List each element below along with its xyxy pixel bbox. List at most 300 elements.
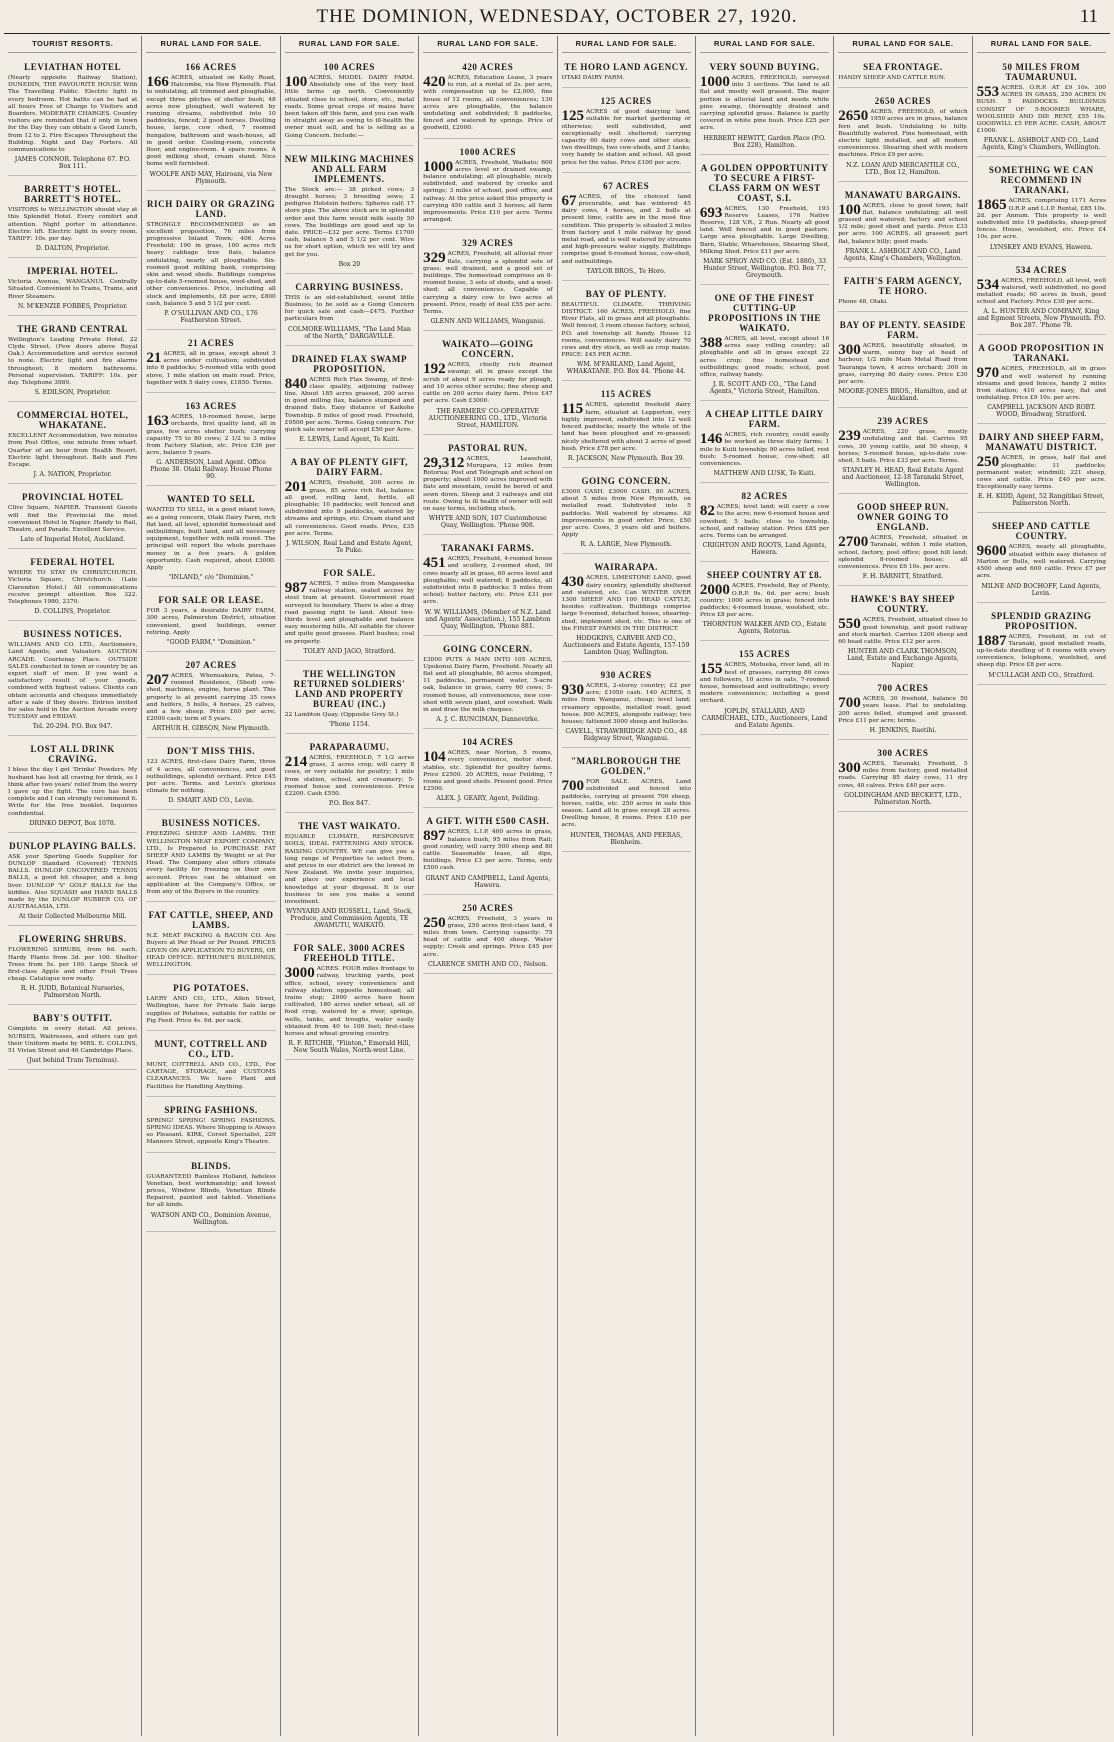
classified-ad	[146, 978, 275, 1031]
ad-heading: THE WELLINGTON RETURNED SOLDIERS' LAND AND PROPERTY BUREAU (INC.)	[293, 668, 406, 709]
ad-heading: SPRING FASHIONS.	[164, 1104, 258, 1115]
ad-heading: PROVINCIAL HOTEL	[22, 492, 124, 503]
classified-ad	[285, 452, 414, 560]
ad-heading: 250 ACRES	[462, 902, 514, 913]
ad-text: ACRES, Education Lease, 3 years to run, at a rental of 2s. per acre, with compensation up to £2,000, fine house of 12 rooms, all conveniences; 130 acres are ploughable, the balance undulating and subdivided; 8 paddocks, fenced and watered by springs. Price of goodwill, £2000.	[423, 75, 553, 132]
ad-text: I bless the day I got 'Drinko' Powders. My husband has lost all craving for drink, so I think after two years' relief from the worry I gave up the fight. The cure has been complete and I can strongly recommend it. Write for the free booklet. Inquiries confidential.	[8, 767, 138, 817]
ad-text: ACRES, splendid freehold dairy farm, situated at Lepperton, very highly improved, subdivided into 12 well fenced paddocks; nearly the whole of the land has been ploughed and re-grassed; nicely sheltered with about 2 acres of good bush. Price £78 per acre.	[561, 402, 691, 452]
ad-body	[562, 779, 691, 829]
ad-text: ACRES, LIMESTONE LAND, good dairy country, splendidly sheltered and watered, etc. Can WINTER OVER 1300 SHEEP AND 100 HEAD CATTLE, besides cultivation. Buildings comprise large 9-roomed, detached house, shearing-shed, implement shed, etc. This is one of the FINEST FARMS IN THE DISTRICT.	[561, 575, 691, 632]
ad-advertiser: MILNE AND BOCHOFF, Land Agents, Levin.	[981, 582, 1102, 597]
ad-heading: DON'T MISS THIS.	[167, 746, 256, 757]
column-5	[558, 36, 696, 1736]
ad-body	[8, 75, 137, 154]
ad-advertiser: Box 20	[338, 260, 361, 268]
column-heading: RURAL LAND FOR SALE.	[146, 36, 275, 53]
classified-ad	[423, 811, 552, 894]
classified-ad	[423, 142, 552, 231]
ad-body	[977, 278, 1106, 307]
classified-ad	[423, 898, 552, 974]
ad-acreage-figure: 897	[423, 828, 446, 845]
ad-body	[8, 433, 137, 469]
ad-text: FOR 3 years, a desirable DAIRY FARM, 300 acres, Palmerston District, situation convenient, good buildings, owner retiring. Apply	[146, 608, 276, 636]
ad-advertiser: J. WILSON, Real Land and Estate Agent, Te Puke.	[285, 539, 413, 554]
ad-text: (Nearly opposite Railway Station), DUNEDIN, THE FAVOURITE HOUSE With The Travelling Public. Electric light in every bedroom. Hot baths can be had at all hours Free of Charge to Visitors and Boarders. MODERATE CHARGES. Country visitors are reminded that if only in town for the Day they can obtain a Good Lunch, from 12 to 2. Fire Escapes Throughout the Building. Night and Day Porters. All communications to	[8, 75, 138, 154]
ad-heading: GOING CONCERN.	[443, 643, 533, 654]
classified-ad	[700, 288, 829, 401]
ad-advertiser: HUNTER AND CLARK THOMSON, Land, Estate and Exchange Agents, Napier.	[847, 648, 959, 670]
ad-advertiser: A. J. C. RUNCIMAN, Dannevirke.	[436, 716, 540, 724]
column-1	[4, 36, 142, 1736]
ad-body	[8, 279, 137, 301]
ad-advertiser: D. DALTON, Proprietor.	[35, 245, 110, 253]
ad-advertiser: D. SMART AND CO., Levin.	[168, 797, 254, 805]
ad-advertiser: E. H. KIDD, Agent, 52 Rangitikei Street, Palmerston North.	[978, 493, 1105, 508]
ad-advertiser: LYNSKEY AND EVANS, Hawera.	[990, 243, 1093, 251]
ad-text: ACRES, rich country, could easily be worked as three dairy farms; 1 mile to Kuiti township; 90 acres felled, rest bush; 5-roomed house; cow-shed; all conveniences.	[699, 432, 830, 468]
classified-ad	[146, 1156, 275, 1232]
column-heading: RURAL LAND FOR SALE.	[562, 36, 691, 53]
ad-heading: A GIFT. WITH £500 CASH.	[426, 816, 550, 827]
ad-body	[423, 456, 552, 514]
ad-heading: 67 ACRES	[603, 180, 650, 191]
ad-heading: PIG POTATOES.	[173, 983, 249, 994]
ad-heading: GOOD SHEEP RUN. OWNER GOING TO ENGLAND.	[857, 502, 949, 533]
ad-heading: 115 ACRES	[600, 389, 652, 400]
ad-heading: PARAPARAUMU.	[309, 741, 390, 752]
ad-acreage-figure: 430	[561, 574, 584, 591]
ad-advertiser: R. H. JUDD, Botanical Nurseries, Palmerston North.	[20, 985, 125, 1000]
classified-ad	[146, 396, 275, 486]
ad-body	[838, 109, 967, 159]
ad-acreage-figure: 100	[284, 74, 308, 90]
classified-ad	[8, 624, 137, 736]
ad-text: HANDY SHEEP AND CATTLE RUN.	[838, 75, 946, 81]
ad-advertiser: TOLEY AND JAGO, Stratford.	[303, 647, 396, 655]
ad-heading: LOST ALL DRINK CRAVING.	[30, 744, 115, 765]
ad-advertiser: TAYLOR BROS., Te Horo.	[586, 267, 666, 275]
ad-text: ACRES, MODEL DAIRY FARM. Absolutely one of the very best little farms up north. Conveniently situated close to school, store, etc., metal roads. Some great crops of maize have been taken off this farm, and you can walk in straight away as owing to ill-health the owner must sell, and he is selling as a Going Concern. Include:—	[284, 75, 415, 139]
ad-text: ACRES, situated on Kelly Road, Halcombe, via New Plymouth. Flat to undulating, all trimmed and ploughable, except three pitches of shelter bush; 48 acres now ploughed, well watered by running streams, subdivided into 10 paddocks, fenced; 2 good horses. Dwelling house, large, cow shed, 7 roomed bungalow, bathroom and wash-house, all in good order. Cooling-room, concrete floor, and engine-room. 4 spare rooms. A good milking shed, cream stand. Nice home well furnished.	[146, 75, 276, 168]
ad-text: ACRES, of the choicest land procurable, and has wintered 45 dairy cows, 4 horses, and 2 bulls at present time, cattle are in the most fine condition. This property is situated 2 miles from factory and 1 mile railway by good metal road, and is well watered by streams and high-pressure water supply. Buildings comprise good 6-roomed house, cow-shed, and outbuildings.	[561, 193, 691, 265]
ad-heading: FAITH'S FARM AGENCY, TE HORO.	[843, 275, 962, 296]
ad-heading: 329 ACRES	[462, 238, 514, 249]
classified-ad	[146, 489, 275, 587]
ad-body	[8, 767, 137, 817]
classified-ad	[146, 813, 275, 902]
ad-text: ACRES, near Norton, 5 rooms, every convenience, motor shed, stables, etc. Splendid for poultry farms. Price £2500. 20 ACRES, near Feilding, 7 rooms and good sheds. Present good. Price £2500.	[423, 750, 553, 793]
ad-text: ACRES, Freehold, situated close to good township, and good railway and stock market. Carries 1200 sheep and 60 head cattle. Price £12 per acre.	[838, 617, 968, 645]
ad-heading: VERY SOUND BUYING.	[709, 62, 820, 72]
ad-heading: CARRYING BUSINESS.	[295, 281, 404, 292]
classified-ad	[562, 384, 691, 467]
ad-advertiser: STANLEY H. HEAD, Real Estate Agent and Auctioneer, 12-18 Taranaki Street, Wellington.	[842, 467, 964, 489]
ad-advertiser: JAMES CONNOR. Telephone 67. P.O. Box 111.	[14, 156, 131, 171]
ad-body	[838, 429, 967, 465]
classified-ad	[285, 349, 414, 450]
ad-body	[423, 251, 552, 316]
ad-text: 22 Lambton Quay. (Opposite Grey St.)	[284, 711, 399, 718]
ad-acreage-figure: 1865	[976, 197, 1007, 214]
classified-ad	[8, 179, 137, 258]
ad-advertiser: J. R. SCOTT AND CO., "The Land Agents," Victoria Street, Hamilton.	[709, 381, 820, 396]
ad-text: ACRES, all in grass, except about 3 acres under cultivation; subdivided into 6 paddocks; 5-roomed villa with good stove, 1 mile station on main road. Price, together with 5 dairy cows, £1850. Terms.	[146, 351, 276, 386]
classified-ad	[146, 194, 275, 330]
ad-text: FREEZING SHEEP AND LAMBS. THE WELLINGTON MEAT EXPORT COMPANY, LTD., Is Prepared to PURCHASE FAT SHEEP AND LAMBS By Weight or at Per Head. The Company also offers climate every facility for freezing on their own account. Prices can be obtained on application at the Company's Office, or from any of the Buyers in the country.	[146, 831, 276, 896]
ad-text: EQUABLE CLIMATE, RESPONSIVE SOILS, IDEAL FATTENING AND STOCK-RAISING COUNTRY. WE can give you a long range of Properties to select from, and prices in our district are the lowest in New Zealand. We invite your inquiries, and place our experience and local knowledge at your disposal. It is our business to see you make a sound investment.	[284, 834, 415, 905]
ad-body	[423, 657, 552, 715]
classified-ad	[8, 929, 137, 1005]
classified-ad	[700, 486, 829, 562]
ad-heading: 82 ACRES	[741, 491, 788, 502]
classified-ad	[285, 816, 414, 935]
classified-ad	[146, 905, 275, 975]
ad-text: £3000 CASH. £3000 CASH. 80 ACRES, about 5 miles from New Plymouth, on metalled road. Subdivided into 5 paddocks. Well watered by streams. All improvements in good order. Price, £50 per acre. Cows, 5 years old and heifers. Apply	[561, 488, 691, 539]
ad-heading: LEVIATHAN HOTEL	[24, 62, 122, 72]
ad-body	[146, 608, 275, 637]
masthead-rule	[4, 33, 1110, 34]
column-6	[696, 36, 834, 1736]
classified-ad	[838, 91, 967, 181]
ad-acreage-figure: 388	[699, 335, 723, 352]
ad-advertiser: COLMORE-WILLIAMS, "The Land Man of the North," DARGAVILLE.	[287, 325, 411, 340]
ad-advertiser: D. COLLINS, Proprietor.	[34, 608, 111, 616]
classified-ad	[838, 185, 967, 268]
ad-body	[285, 755, 414, 798]
ad-heading: A GOLDEN OPPORTUNITY TO SECURE A FIRST-CLASS FARM ON WEST COAST, S.I.	[700, 162, 829, 203]
ad-acreage-figure: 67	[561, 192, 577, 209]
classified-ad	[8, 261, 137, 316]
ad-advertiser: DRINKO DEPOT, Box 1078.	[29, 819, 116, 827]
ad-advertiser: MARK SPROY AND CO. (Est. 1880), 33 Hunter Street, Wellington. P.O. Box 77, Greymouth.	[703, 258, 827, 280]
ad-heading: PASTORAL RUN.	[448, 442, 528, 453]
ad-body	[285, 377, 414, 435]
ad-heading: 104 ACRES	[462, 737, 514, 748]
ad-acreage-figure: 104	[423, 749, 446, 766]
ad-text: ACRES. O.R.P. AT £9 10s. 300 ACRES IN GRASS, 250 ACRES IN BUSH. 5 PADDOCKS. BUILDINGS CONSIST OF 5-ROOMED WHARE, WOOLSHED AND DIP. RENT, £55 10s. GOODWILL £5 PER ACRE. CASH, ABOUT £1000.	[976, 85, 1106, 135]
ad-heading: GOING CONCERN.	[581, 475, 671, 486]
ad-acreage-figure: 2700	[838, 534, 869, 551]
ad-heading: BARRETT'S HOTEL. BARRETT'S HOTEL.	[24, 184, 122, 205]
classified-ad	[8, 319, 137, 402]
ad-body	[562, 194, 691, 266]
ad-body	[562, 575, 691, 633]
ad-advertiser: WM. M'FARLAND, Land Agent, WHAKATANE. P.O. Box 44. 'Phone 44.	[566, 361, 686, 376]
ad-advertiser: H. JENKINS, Raetihi.	[869, 726, 937, 734]
ad-acreage-figure: 146	[699, 431, 723, 448]
ad-advertiser: THORNTON WALKER AND CO., Estate Agents, Rotorua.	[702, 621, 827, 636]
ad-text: ACRES of good dairying land, suitable for market gardening or otherwise; well subdivided, and exceptionally well sheltered; carrying capacity 60 dairy cows and other stock; two dwellings, two cow-sheds, and 3 tanks, very handy to station and school. All good price for the value. Price £100 per acre.	[561, 109, 691, 166]
ad-acreage-figure: 100	[838, 201, 861, 218]
ad-text: ACRES, FREEHOLD, of which 1950 acres are in grass, balance fern and bush. Undulating to hilly. Beautifully watered. Fine homestead, with electric light installed, and all modern conveniences. Shearing shed with modern machines. Price £9 per acre.	[838, 109, 968, 159]
ad-text: ACRES, freehold, 200 acres in grass, 85 acres rich flat, balance all good, rolling land, fertile, all ploughable; 10 paddocks; well fenced and subdivided into 9 paddocks, watered by streams and springs, etc. Cream stand and all conveniences. Good roads. Price, £35 per acre. Terms.	[284, 480, 415, 537]
ad-text: ACRES, 7 miles from Mangaweka railway station, sealed access by steel tram at present. Government road surveyed to boundary. There is also a dray road passing right to land. About two-thirds level and ploughable and balance easy mustering hills. All suitable for clover and quite good grasses. Plant bushes; coal on property.	[284, 580, 415, 645]
ad-heading: FOR SALE. 3000 ACRES FREEHOLD TITLE.	[293, 943, 406, 964]
ad-heading: A BAY OF PLENTY GIFT, DAIRY FARM.	[290, 457, 409, 478]
ad-heading: 1000 ACRES	[459, 146, 516, 157]
ad-body	[8, 854, 137, 912]
ad-body	[977, 544, 1106, 580]
classified-ad	[977, 338, 1106, 424]
ad-heading: DAIRY AND SHEEP FARM, MANAWATU DISTRICT.	[978, 432, 1104, 453]
ad-body	[838, 617, 967, 646]
ad-heading: ONE OF THE FINEST CUTTING-UP PROPOSITIONS IN THE WAIKATO.	[708, 293, 821, 334]
ad-heading: COMMERCIAL HOTEL, WHAKATANE.	[16, 410, 129, 431]
ad-heading: 100 ACRES	[323, 62, 376, 72]
ad-text: ACRES, Freehold, Bay of Plenty, O.R.P. 9s. 6d. per acre; bush country; 1000 acres in grass; fenced into paddocks; 4-roomed house, woolshed, etc. Price £8 per acre.	[699, 583, 830, 619]
classified-ad	[700, 404, 829, 483]
classified-ad	[423, 639, 552, 730]
classified-ad	[838, 57, 967, 88]
ad-advertiser: A. L. HUNTER AND COMPANY, King and Egmont Streets, New Plymouth. P.O. Box 287. 'Phone 78.	[977, 308, 1106, 330]
ad-body	[146, 414, 275, 457]
ad-text: BEAUTIFUL CLIMATE. THRIVING DISTRICT. 160 ACRES, FREEHOLD, fine River Flats, all in grass and all ploughable. Well fenced, 3 room cheese factory, school, P.O. and township all handy. House 12 rooms, conveniences. Will easily dairy 70 cows and dry stock, as well as crop maize. PRICE: £45 PER ACRE.	[561, 301, 691, 359]
ad-body	[423, 362, 552, 405]
ad-acreage-figure: 163	[146, 413, 169, 430]
masthead	[0, 0, 1114, 30]
ad-text: ACRES, nearly all ploughable, situated within easy distance of Marton or Bulls, well watered. Carrying 4500 sheep and 600 cattle. Price £7 per acre.	[976, 544, 1106, 580]
ad-heading: 420 ACRES	[462, 62, 514, 72]
ad-text: ACRES, 130 Freehold, 193 Reserve Leases, 176 Native Reserve, 128 V.R., 2 Run. Nearly all good land. Well fenced and in good pasture. Large area ploughable. Large Dwelling, Barn, Stable, Wharehouse, Shearing Shed, Milking Shed. Price £11 per acre.	[699, 205, 830, 255]
ad-acreage-figure: 451	[423, 555, 446, 572]
ad-acreage-figure: 207	[146, 671, 169, 688]
ad-heading: FAT CATTLE, SHEEP, AND LAMBS.	[148, 910, 274, 931]
classified-ad	[838, 743, 967, 812]
ad-acreage-figure: 125	[561, 108, 584, 125]
ad-heading: TARANAKI FARMS.	[441, 543, 535, 554]
ad-advertiser: MATTHEW AND LUSK, Te Kuiti.	[713, 470, 816, 478]
classified-ad	[562, 751, 691, 851]
ad-heading: FEDERAL HOTEL	[30, 557, 115, 568]
classified-ad	[838, 411, 967, 494]
ad-advertiser: WOOLFE AND MAY, Hairoani, via New Plymouth.	[149, 170, 273, 185]
ad-body	[8, 505, 137, 534]
ad-acreage-figure: 534	[976, 276, 1000, 293]
ad-advertiser: N.Z. LOAN AND MERCANTILE CO., LTD., Box 12, Hamilton.	[846, 161, 960, 176]
ad-heading: RICH DAIRY OR GRAZING LAND.	[146, 198, 276, 219]
classified-ad	[423, 732, 552, 808]
ad-text: ACRES, 2-storey country; £2 per acre; £1050 cash. 140 ACRES, 5 miles from Wanganui, cheap; level land; creamery opposite, metalled road, good house. 800 ACRES, alongside railway; two houses; fattened 3000 sheep and bullocks.	[561, 682, 691, 725]
ad-acreage-figure: 930	[561, 681, 584, 698]
ad-advertiser: ARTHUR H. GIBSON, New Plymouth.	[152, 725, 271, 733]
ad-advertiser: JOPLIN, STALLARD, AND CARMICHAEL, LTD., Auctioneers, Land and Estate Agents.	[701, 707, 828, 729]
ad-body	[562, 683, 691, 726]
classified-ad	[423, 233, 552, 331]
ad-text: The Stock are:— 38 picked cows; 3 draught horses; 3 breeding sows; 2 pedigree Holstein heifers; Spheres calf; 17 store pigs. The above stock are in splendid order and this farm would milk easily 50 cows. The buildings are good and up to date. PRICE—£32 per acre. Terms £1700 cash, balance 5 and 5 1/2 per cent. Wire us for short option, which we will try and get for you.	[284, 186, 415, 258]
ad-advertiser: GOLDINGHAM AND BECKETT, LTD., Palmerston North.	[844, 791, 962, 806]
ad-heading: 21 ACRES	[188, 338, 235, 349]
ad-heading: 930 ACRES	[600, 669, 652, 680]
classified-ad	[562, 91, 691, 173]
ad-heading: 207 ACRES	[185, 659, 237, 670]
ad-acreage-figure: 329	[423, 250, 446, 267]
ad-body	[423, 916, 552, 959]
ad-advertiser: GRANT AND CAMPBELL, Land Agents, Hawera.	[425, 874, 551, 889]
ad-text: ACRES, Whenuakura, Patea, 7-roomed Residence, (Shed) cow-shed, machines, engine, horse plant. This property is at present carrying 35 cows and heifers, 5 bulls, 4 horses, 25 calves, and a few sheep. Price £60 per acre; £2000 cash; term of 5 years.	[146, 672, 276, 723]
ad-body	[562, 75, 691, 82]
column-2	[142, 36, 280, 1736]
ad-advertiser: (Just behind Tram Terminus).	[26, 1057, 119, 1065]
ad-body	[146, 933, 275, 969]
ad-acreage-figure: 166	[146, 74, 169, 90]
ad-advertiser: FRANK L. ASHBOLT AND CO., Land Agents, King's Chambers, Wellington.	[982, 137, 1101, 152]
column-heading: RURAL LAND FOR SALE.	[285, 36, 414, 53]
ad-acreage-figure: 29,312	[423, 454, 465, 471]
ad-body	[8, 207, 137, 243]
ad-acreage-figure: 420	[423, 74, 446, 90]
ad-advertiser: WYNYARD AND RUSSELL, Land, Stock, Produce, and Commission Agents, TE AWAMUTU, WAIKATO.	[286, 908, 413, 930]
ad-acreage-figure: 201	[284, 479, 308, 496]
ad-text: FOR SALE. ACRES, Land subdivided and fenced into paddocks, carrying at present 700 sheep, horses, cattle, etc. 250 acres in oats this season. Land all in grass except 28 acres. Dwelling house, 8 rooms. Price £10 per acre.	[561, 779, 691, 829]
ad-acreage-figure: 300	[838, 342, 861, 359]
ad-body	[423, 160, 552, 225]
ad-acreage-figure: 840	[284, 375, 308, 392]
ad-body	[146, 996, 275, 1025]
ad-body	[8, 642, 137, 721]
ad-acreage-figure: 9600	[976, 543, 1007, 560]
classified-ad	[977, 516, 1106, 602]
ad-body	[285, 480, 414, 538]
ad-body	[8, 570, 137, 606]
ad-acreage-figure: 970	[976, 365, 1000, 382]
ad-body	[977, 85, 1106, 135]
ad-acreage-figure: 693	[699, 204, 723, 221]
masthead-title: THE DOMINION, WEDNESDAY, OCTOBER 27, 1920.	[316, 6, 798, 27]
ad-heading: A CHEAP LITTLE DAIRY FARM.	[705, 409, 824, 430]
ad-heading: 2650 ACRES	[874, 96, 932, 107]
ad-body	[146, 831, 275, 896]
classified-ad	[977, 427, 1106, 513]
classified-ad	[423, 334, 552, 434]
classified-ad	[838, 271, 967, 312]
ad-acreage-figure: 21	[146, 350, 162, 367]
ad-text: ACRES, 10-roomed house, large orchards, first quality land, all in grass, few acres shelter bush; carrying capacity 75 to 80 cows; 2 1/2 to 3 miles from Factory Station, etc. Price £36 per acre, balance 5 years.	[146, 414, 276, 457]
classified-ad	[285, 938, 414, 1060]
ad-body	[285, 295, 414, 324]
ad-heading: DRAINED FLAX SWAMP PROPOSITION.	[291, 353, 408, 374]
ad-text: ACRES, 220 grass, mostly undulating and flat. Carries 95 cows, 30 young cattle, and 50 sheep, 4 horses; 5-roomed house, up-to-date cow-shed, 5 bails. Price £33 per acre. Terms.	[838, 429, 968, 465]
classified-ad	[562, 57, 691, 88]
ad-heading: SPLENDID GRAZING PROPOSITION.	[991, 610, 1092, 631]
classified-ad	[285, 277, 414, 346]
ad-advertiser: E. LEWIS, Land Agent, Te Kuiti.	[299, 436, 400, 444]
ad-heading: WAIRARAPA.	[594, 562, 658, 573]
ad-text: ASK your Sporting Goods Supplier for DUNLOP Standard (Covered) TENNIS BALLS. DUNLOP UNCOVERED TENNIS BALLS, a good hit cheaper, and a long liver. DUNLOP 'V' GOLF BALLS for the kiddies. Also SQUASH and HAND BALLS made by the DUNLOP RUBBER CO. OF AUSTRALASIA, LTD.	[8, 853, 138, 911]
classified-ad	[700, 644, 829, 734]
ad-advertiser: HODGKINS, CARVER AND CO., Auctioneers and Estate Agents, 157-159 Lambton Quay, Wellington.	[562, 634, 690, 656]
ad-text: ACRES, 30 freehold, balance 50 years lease. Flat to undulating. 200 acres felled, stumped and grassed. Price £11 per acre; terms.	[838, 696, 968, 724]
ad-heading: 300 ACRES	[877, 747, 929, 758]
ad-text: Wellington's Leading Private Hotel. 22 Clyde Street. (Few doors above Royal Oak.) Accommodation and service second to none. Electric light and fire alarms throughout; 8 modern bathrooms. Personal supervision. TARIFF: 10s. per day. Telephone 3989.	[8, 336, 138, 387]
ad-text: ACRES, FREEHOLD, all level, well watered, well subdivided, no good metalled roads; 60 acres in bush, good school and Factory. Price £30 per acre.	[976, 277, 1106, 306]
ad-advertiser: CAMPBELL JACKSON AND ROBT. WOOD, Broadway, Stratford.	[987, 404, 1096, 419]
ad-advertiser: W. W. WILLIAMS, (Member of N.Z. Land and Agents' Association.), 155 Lambton Quay, Wellington. 'Phone 881.	[424, 608, 551, 630]
classified-ad	[8, 552, 137, 621]
ad-advertiser: At their Collected Melbourne Mill.	[18, 913, 127, 921]
classified-ad	[700, 158, 829, 285]
classified-ad	[838, 315, 967, 408]
ad-acreage-figure: 550	[838, 616, 861, 633]
ad-advertiser: CRIGHTON AND ROOTS, Land Agents, Hawera.	[702, 542, 827, 557]
ad-advertiser: G. ANDERSON, Land Agent. Office Phone 38. Otaki Railway. House Phone 90.	[150, 459, 272, 481]
ad-text: ACRES; level land; will carry a cow to the acre; new 6-roomed house and cowshed; 5 bails; close to township, school, and railway station. Price £85 per acre. Terms can be arranged.	[699, 504, 830, 540]
ad-heading: 50 MILES FROM TAUMARUNUI.	[1002, 62, 1081, 82]
ad-advertiser: R. F. RITCHIE, "Fiinton," Emerald Hill, New South Wales, North-west Line.	[288, 1040, 411, 1055]
ad-text: ACRES Rich Flax Swamp, of first-class quality, adjoining railway line. About 185 acres grassed, 200 acres in good milling flax, balance stumped and drained flats. Easy distance of Kaikohe Township. 8 miles of good road. Freehold, £9500 per acre. Terms. Going concern. For quick sale owner will accept £50 per Acre.	[284, 376, 415, 434]
classified-ad	[146, 1034, 275, 1097]
ad-acreage-figure: 1000	[699, 74, 730, 90]
ad-advertiser: FRANK L. ASHBOLT AND CO., Land Agents, King's Chambers, Wellington.	[843, 247, 963, 262]
ad-text: EXCELLENT Accommodation, two minutes from Post Office, one minute from wharf. Quarter of an hour from Health Resort. Electric light throughout. Bath and Fire Escape.	[8, 433, 138, 469]
ad-text: SPRING! SPRING! SPRING FASHIONS. SPRING IDEAS. Where Shopping is Always so Pleasant. KIRK, Corset Specialist, 229 Manners Street, opposite King's Theatre.	[146, 1117, 276, 1146]
ad-body	[146, 507, 275, 572]
ad-advertiser: P.O. Box 847.	[328, 800, 370, 808]
column-heading: RURAL LAND FOR SALE.	[700, 36, 829, 53]
column-4	[419, 36, 557, 1736]
ad-advertiser: F. H. BARNITT, Stratford.	[862, 573, 944, 581]
ad-text: VISITORS to WELLINGTON should stay at this Splendid Hotel. Every comfort and attention. Night porter in attendance. Electric lift. Electric light in every room. TARIFF: 10s. per day.	[8, 207, 138, 243]
ad-advertiser: M'CULLAGH AND CO., Stratford.	[988, 671, 1095, 679]
ad-acreage-figure: 700	[838, 695, 861, 712]
classified-ad	[562, 176, 691, 281]
column-heading: RURAL LAND FOR SALE.	[838, 36, 967, 53]
ad-text: ACRES, chiefly rich drained swamp; all in grass except the scrub of about 9 acres ready for plough, and 10 acres other scrubs; fine sheep and cattle on 200 acres dairy farm. Price £47 per acre. Cash £3000.	[423, 362, 553, 405]
ad-advertiser: "GOOD FARM," "Dominion."	[166, 638, 256, 646]
ad-text: Victoria Avenue, WANGANUI. Centrally Situated. Convenient to Trains, Trams, and River Steamers.	[8, 279, 138, 300]
ad-text: ACRES, Freehold, 4-roomed house and scullery, 2-roomed shed, 90 cows nearly all in grass, 60 acres level and ploughable; well watered; 8 paddocks, all subdivided into 8 paddocks; 5 miles from school; butter factory, etc. Price £31 per acre.	[423, 556, 553, 606]
ad-text: Clive Square, NAPIER. Transient Guests will find the Provincial the most convenient Hotel in Napier. Handy to Rail, Theatre, and Parade. Excellent Service.	[8, 505, 138, 533]
ad-heading: BUSINESS NOTICES.	[23, 629, 123, 640]
ad-text: OTAKI DAIRY FARM.	[561, 75, 625, 81]
ad-heading: DUNLOP PLAYING BALLS.	[9, 840, 137, 851]
ad-body	[838, 203, 967, 246]
ad-advertiser: R. JACKSON, New Plymouth. Box 39.	[567, 454, 685, 462]
ad-advertiser: CAVELL, STRAWBRIDGE AND CO., 48 Ridgway Street, Wanganui.	[565, 728, 688, 743]
ad-body	[146, 75, 275, 169]
ad-body	[838, 696, 967, 725]
ad-heading: FLOWERING SHRUBS.	[18, 934, 127, 945]
ad-acreage-figure: 3000	[284, 965, 315, 982]
ad-acreage-figure: 1000	[423, 158, 454, 175]
ad-body	[700, 583, 829, 619]
ad-text: £3000 PUTS A MAN INTO 105 ACRES, Upokonui Dairy Farm, Freehold. Nearly all flat and all ploughable, 80 acres stumped, 11 paddocks, permanent water, 5-acre oak, balance in grass, carry 60 cows; 5-roomed house, all conveniences, new cow-shed with seven plant, and cowshed. Walk in and draw the milk cheques.	[423, 656, 553, 713]
ad-text: ACRES, Freehold, in cut of Taranaki, good metalled roads, up-to-date dwelling of 6 rooms with every convenience, telephone, woolshed, and sheep dip. Price £8 per acre.	[976, 633, 1106, 669]
ad-advertiser: P. O'SULLIVAN AND CO., 176 Featherston Street.	[164, 310, 258, 325]
ad-body	[700, 206, 829, 256]
ad-heading: TE HORO LAND AGENCY.	[564, 62, 689, 72]
ad-advertiser: MOORE-JONES BROS., Hamilton, and at Auckland.	[838, 388, 968, 403]
ad-body	[8, 337, 137, 387]
ad-text: Complete in every detail. All prices. NURSES, Waitresses, and others can get their Uniform made by MRS. E. COLLINS, 51 Vivian Street and 46 Cambridge Place.	[8, 1026, 138, 1055]
column-7	[834, 36, 972, 1736]
classified-ad	[838, 497, 967, 586]
ad-body	[285, 712, 414, 719]
classified-ad	[285, 563, 414, 661]
classified-ad	[423, 57, 552, 139]
ad-acreage-figure: 700	[561, 778, 584, 795]
ad-text: WILLIAMS AND CO. LTD., Auctioneers, Land Agents, and Valuators. AUCTION ARCADE. Courtenay Place. OUTSIDE SALES conducted in town or country by an expert staff of men. If you want a satisfactory result of your goods, combined with highest values. Clients can obtain accounts and cheques immediately after a sale if they desire. Entries invited for sales held in the Auction Arcade every TUESDAY and FRIDAY.	[8, 642, 138, 721]
ad-text: ACRES, Taranaki, Freehold, 5 miles from factory, good metalled roads. Carrying 85 dairy cows, 11 dry cows, 40 calves. Price £40 per acre.	[838, 760, 968, 789]
ad-body	[838, 535, 967, 571]
ad-heading: HAWKE'S BAY SHEEP COUNTRY.	[850, 594, 955, 615]
ad-body	[285, 834, 414, 906]
classified-ad	[146, 333, 275, 393]
ad-heading: 125 ACRES	[600, 96, 652, 107]
ad-heading: SOMETHING WE CAN RECOMMEND IN TARANAKI.	[988, 165, 1094, 196]
ad-advertiser: THE FARMERS' CO-OPERATIVE AUCTIONEERING CO., LTD., Victoria Street, HAMILTON.	[428, 407, 547, 429]
ad-heading: WANTED TO SELL	[167, 494, 256, 505]
ad-advertiser: CLARENCE SMITH AND CO., Nelson.	[427, 960, 548, 968]
